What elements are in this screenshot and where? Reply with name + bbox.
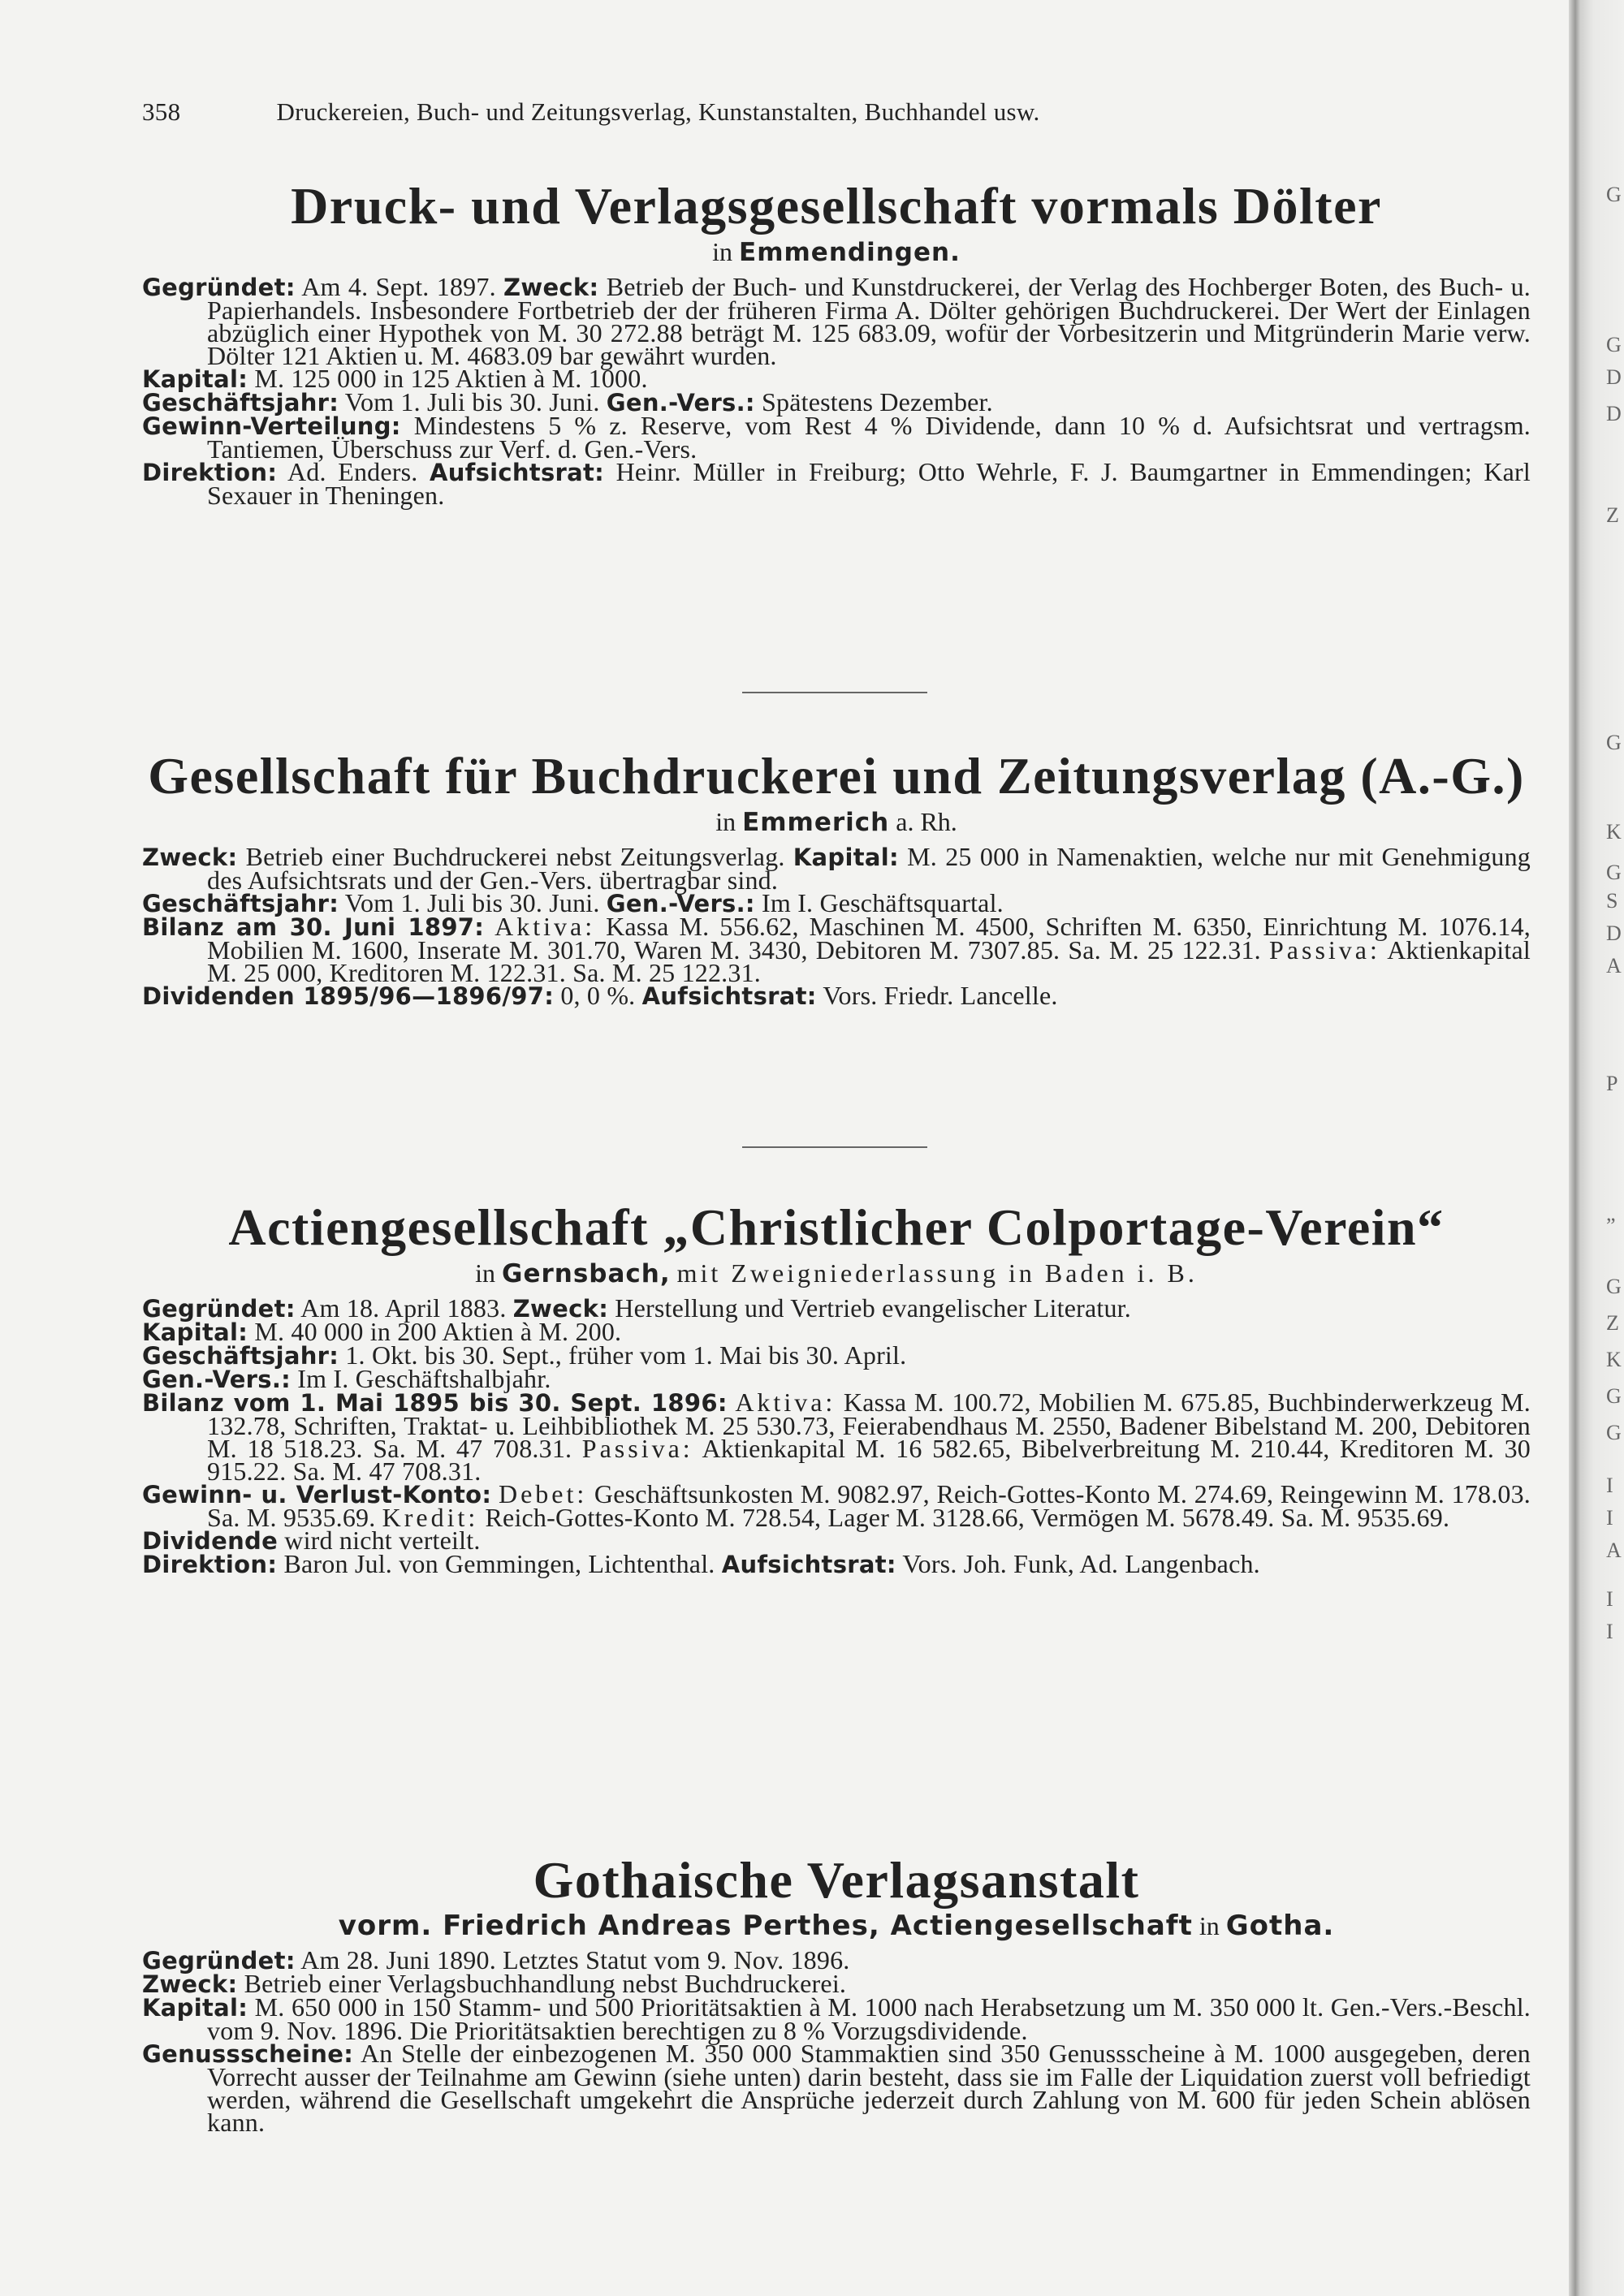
field-label: Dividende <box>142 1527 279 1555</box>
field-text: Am 4. Sept. 1897. <box>295 272 504 301</box>
field-text: M. 650 000 in 150 Stamm- und 500 Prioritätsaktien à M. 1000 nach Herabsetzung um M. 350 000 lt. Gen.-Vers.-Beschl. vom 9. Nov. 1896. Die Prioritätsaktien berechtigen zu 8 % Vorzugsdividende. <box>207 1992 1531 2045</box>
field-label: Kapital: <box>142 365 248 393</box>
field-text: Im I. Geschäftsquartal. <box>754 888 1004 917</box>
margin-letter: D <box>1606 921 1622 945</box>
field-text: M. 25 000 in Namenaktien, welche nur mit Genehmigung des Aufsichtsrats und der Gen.-Vers. übertragbar sind. <box>207 842 1531 895</box>
margin-letter: I <box>1606 1620 1613 1643</box>
field-label: Genussscheine: <box>142 2040 354 2068</box>
field-text: Am 18. April 1883. <box>295 1293 513 1323</box>
margin-letter: D <box>1606 402 1622 425</box>
margin-letter: G <box>1606 731 1622 754</box>
entry-paragraph <box>142 1549 1531 1578</box>
field-text: Im I. Geschäftshalbjahr. <box>291 1364 551 1393</box>
field-text: Betrieb einer Buchdruckerei nebst Zeitungsverlag. <box>237 842 793 871</box>
field-text: Reich-Gottes-Konto M. 728.54, Lager M. 3128.66, Vermögen M. 5678.49. Sa. M. 9535.69. <box>478 1503 1450 1532</box>
entry-body <box>142 1945 1531 2137</box>
entry-paragraph <box>142 981 1531 1010</box>
margin-letter: A <box>1606 1539 1622 1562</box>
entry-location: in Emmerich a. Rh. <box>715 807 957 837</box>
field-text: Kassa M. 100.72, Mobilien M. 675.85, Buchbinderwerkzeug M. 132.78, Schriften, Traktat- u. Leihbibliothek M. 25 530.73, Feierabendhaus M. 2550, Badener Bibelstand M. 200, Debitoren M. 18 518.23. Sa. M. 47 708.31. <box>207 1388 1531 1463</box>
field-label: Bilanz vom 1. Mai 1895 bis 30. Sept. 1896: <box>142 1389 728 1417</box>
entry-paragraph <box>142 411 1531 464</box>
spaced-label: Aktiva: <box>735 1388 836 1417</box>
field-text: M. 125 000 in 125 Aktien à M. 1000. <box>248 364 648 393</box>
field-text: 1. Okt. bis 30. Sept., früher vom 1. Mai bis 30. April. <box>339 1340 907 1370</box>
entry-location: vorm. Friedrich Andreas Perthes, Actiengesellschaft in Gotha. <box>338 1910 1335 1942</box>
field-text: An Stelle der einbezogenen M. 350 000 Stammaktien sind 350 Genussscheine à M. 1000 ausgegeben, deren Vorrecht ausser der Teilnahme am Gewinn (siehe unten) darin besteht, dass sie im Falle der Liquidation zuerst voll befriedigt werden, während die Gesellschaft umgekehrt die Ansprüche jederzeit durch Zahlung von M. 600 für jeden Schein ablösen kann. <box>207 2039 1531 2137</box>
field-text: Vors. Friedr. Lancelle. <box>816 981 1058 1010</box>
field-label: Direktion: <box>142 459 278 486</box>
margin-letter: G <box>1606 183 1622 206</box>
margin-letter: K <box>1606 820 1622 844</box>
page-number: 358 <box>142 97 181 126</box>
margin-letter: G <box>1606 333 1622 356</box>
entry-paragraph <box>142 2039 1531 2137</box>
margin-letter: S <box>1606 889 1618 913</box>
facing-page-margin <box>1606 0 1624 2296</box>
margin-letter: D <box>1606 365 1622 389</box>
entry-title: Druck- und Verlagsgesellschaft vormals Dölter <box>291 177 1382 235</box>
entry-title: Gesellschaft für Buchdruckerei und Zeitungsverlag (A.-G.) <box>148 747 1525 805</box>
field-label: Gegründet: <box>142 1947 296 1974</box>
entry-body <box>142 272 1531 510</box>
field-label: Geschäftsjahr: <box>142 389 339 416</box>
field-text: Baron Jul. von Gemmingen, Lichtenthal. <box>277 1549 722 1578</box>
entry-paragraph <box>142 1388 1531 1486</box>
field-text: Mindestens 5 % z. Reserve, vom Rest 4 % Dividende, dann 10 % d. Aufsichtsrat und vertragsm. Tantiemen, Überschuss zur Verf. d. Gen.-Vers. <box>207 411 1531 464</box>
field-label: Gewinn- u. Verlust-Konto: <box>142 1481 492 1508</box>
field-label: Aufsichtsrat: <box>641 982 817 1010</box>
field-label: Kapital: <box>142 1994 248 2022</box>
field-text: Vom 1. Juli bis 30. Juni. <box>339 888 607 917</box>
entry-title: Gothaische Verlagsanstalt <box>533 1851 1140 1909</box>
running-title: Druckereien, Buch- und Zeitungsverlag, Kunstanstalten, Buchhandel usw. <box>276 97 1040 126</box>
entry-emmerich <box>142 747 1531 1008</box>
entry-body <box>142 842 1531 1010</box>
field-text: M. 40 000 in 200 Aktien à M. 200. <box>248 1317 622 1346</box>
entry-paragraph <box>142 272 1531 370</box>
entry-paragraph <box>142 912 1531 987</box>
field-label: Gen.-Vers.: <box>606 890 755 917</box>
margin-letter: Z <box>1606 503 1619 527</box>
entry-location: in Emmendingen. <box>712 237 961 267</box>
margin-letter: I <box>1606 1587 1613 1611</box>
spaced-label: Passiva: <box>1268 935 1380 965</box>
field-label: Gen.-Vers.: <box>142 1366 292 1393</box>
field-label: Gewinn-Verteilung: <box>142 412 401 440</box>
spaced-label: Debet: <box>498 1479 588 1508</box>
field-label: Zweck: <box>142 1970 238 1998</box>
entry-gotha <box>142 1851 1531 2137</box>
entry-colportage <box>142 1198 1531 1576</box>
field-label: Direktion: <box>142 1551 278 1578</box>
field-text: Ad. Enders. <box>277 457 430 486</box>
margin-letter: A <box>1606 954 1622 978</box>
field-text: Heinr. Müller in Freiburg; Otto Wehrle, F. J. Baumgartner in Emmendingen; Karl Sexauer in Theningen. <box>207 457 1531 510</box>
field-label: Bilanz am 30. Juni 1897: <box>142 913 485 941</box>
margin-letter: G <box>1606 1275 1622 1298</box>
field-label: Aufsichtsrat: <box>721 1551 896 1578</box>
field-label: Kapital: <box>142 1318 248 1346</box>
field-label: Aufsichtsrat: <box>429 459 605 486</box>
field-text: Aktienkapital M. 25 000, Kreditoren M. 122.31. Sa. M. 25 122.31. <box>207 935 1531 987</box>
field-label: Zweck: <box>142 844 238 871</box>
margin-letter: „ <box>1606 1202 1616 1225</box>
field-label: Geschäftsjahr: <box>142 1342 339 1370</box>
margin-letter: I <box>1606 1506 1613 1530</box>
margin-letter: P <box>1606 1072 1618 1095</box>
field-label: Zweck: <box>512 1295 609 1323</box>
entry-location: in Gernsbach, mit Zweigniederlassung in Baden i. B. <box>475 1258 1198 1288</box>
margin-letter: G <box>1606 861 1622 884</box>
margin-letter: Z <box>1606 1311 1619 1335</box>
entry-paragraph <box>142 457 1531 510</box>
field-label: Kapital: <box>793 844 899 871</box>
field-label: Zweck: <box>503 274 599 301</box>
entry-body <box>142 1293 1531 1578</box>
field-label: Geschäftsjahr: <box>142 890 339 917</box>
field-text: Geschäftsunkosten M. 9082.97, Reich-Gottes-Konto M. 274.69, Reingewinn M. 178.03. Sa. M. 9535.69. <box>207 1479 1531 1532</box>
section-divider <box>742 692 927 693</box>
field-text: Betrieb der Buch- und Kunstdruckerei, der Verlag des Hochberger Boten, des Buch- u. Papierhandels. Insbesondere Fortbetrieb der der früheren Firma A. Dölter gehörigen Buchdruckerei. Der Wert der Einlagen abzüglich einer Hypothek von M. 30 272.88 beträgt M. 125 683.09, wofür der Vorbesitzerin und Mitgründerin Marie verw. Dölter 121 Aktien u. M. 4683.09 bar gewährt wurden. <box>207 272 1531 370</box>
field-label: Gen.-Vers.: <box>606 389 755 416</box>
field-text: Am 28. Juni 1890. Letztes Statut vom 9. Nov. 1896. <box>295 1945 850 1974</box>
field-text: Vors. Joh. Funk, Ad. Langenbach. <box>896 1549 1260 1578</box>
section-divider <box>742 1146 927 1148</box>
margin-letter: G <box>1606 1421 1622 1444</box>
spaced-label: Passiva: <box>581 1434 693 1463</box>
margin-letter: K <box>1606 1348 1622 1371</box>
margin-letter: I <box>1606 1474 1613 1497</box>
field-text: Spätestens Dezember. <box>754 387 993 416</box>
entry-title: Actiengesellschaft „Christlicher Colportage-Verein“ <box>228 1198 1445 1256</box>
entry-paragraph <box>142 842 1531 895</box>
spaced-label: Kredit: <box>382 1503 479 1532</box>
margin-letter: G <box>1606 1384 1622 1408</box>
field-text: wird nicht verteilt. <box>278 1526 481 1555</box>
field-text: Kassa M. 556.62, Maschinen M. 4500, Schriften M. 6350, Einrichtung M. 1076.14, Mobilien M. 1600, Inserate M. 301.70, Waren M. 3430, Debitoren M. 7307.85. Sa. M. 25 122.31. <box>207 912 1531 965</box>
field-text: Vom 1. Juli bis 30. Juni. <box>339 387 607 416</box>
field-label: Gegründet: <box>142 1295 296 1323</box>
entry-paragraph <box>142 1992 1531 2045</box>
entry-paragraph <box>142 1479 1531 1532</box>
spaced-label: Aktiva: <box>495 912 596 941</box>
field-label: Gegründet: <box>142 274 296 301</box>
field-text: Herstellung und Vertrieb evangelischer Literatur. <box>608 1293 1131 1323</box>
field-text: Aktienkapital M. 16 582.65, Bibelverbreitung M. 210.44, Kreditoren M. 30 915.22. Sa. M. 47 708.31. <box>207 1434 1531 1486</box>
field-text: 0, 0 %. <box>554 981 642 1010</box>
entry-doelter <box>142 177 1531 510</box>
running-header <box>142 97 1368 127</box>
field-label: Dividenden 1895/96—1896/97: <box>142 982 555 1010</box>
field-text: Betrieb einer Verlagsbuchhandlung nebst Buchdruckerei. <box>237 1969 847 1998</box>
